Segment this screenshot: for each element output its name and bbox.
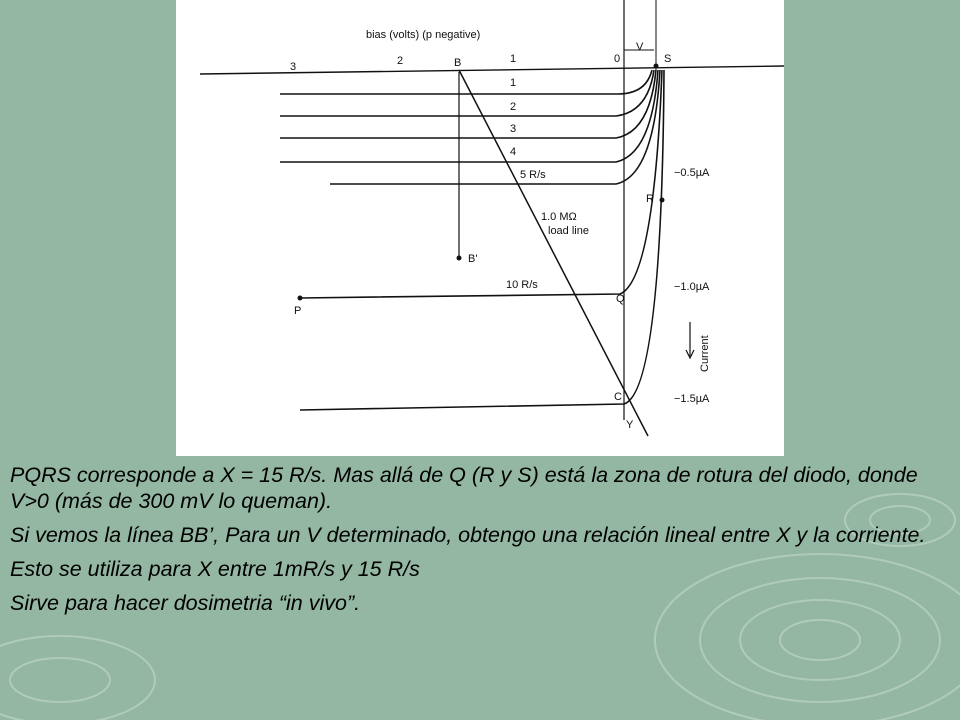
caption-paragraph-4: Sirve para hacer dosimetria “in vivo”. bbox=[10, 591, 361, 615]
curve-label-3: 3 bbox=[510, 123, 517, 135]
load-line bbox=[459, 70, 648, 436]
point-label-r: R bbox=[646, 193, 654, 205]
point-p bbox=[298, 296, 303, 301]
bias-axis bbox=[200, 66, 784, 74]
current-label-0-5: −0.5µA bbox=[674, 167, 710, 179]
current-axis-label: Current bbox=[699, 335, 711, 372]
load-line-label-text: load line bbox=[548, 225, 589, 237]
caption-paragraph-2: Si vemos la línea BB’, Para un V determinado, obtengo una relación lineal entre X y la corriente. bbox=[10, 523, 926, 547]
current-label-1-5: −1.5µA bbox=[674, 393, 710, 405]
caption-paragraph-1: PQRS corresponde a X = 15 R/s. Mas allá de Q (R y S) está la zona de rotura del diodo, donde V>0 (más de 300 mV lo queman). bbox=[10, 463, 918, 513]
curve-label-2: 2 bbox=[510, 101, 517, 113]
bias-tick-3: 3 bbox=[290, 61, 297, 73]
current-label-1-0: −1.0µA bbox=[674, 281, 710, 293]
point-label-q: Q bbox=[616, 293, 625, 305]
curve-15rs bbox=[300, 70, 664, 410]
curve-label-4: 4 bbox=[510, 146, 517, 158]
point-b-prime bbox=[457, 256, 462, 261]
curve-3 bbox=[280, 70, 656, 138]
diode-characteristic-diagram bbox=[176, 0, 784, 456]
point-label-p: P bbox=[294, 305, 302, 317]
caption-paragraph-3: Esto se utiliza para X entre 1mR/s y 15 R/s bbox=[10, 557, 420, 581]
bias-tick-1: 1 bbox=[510, 53, 517, 65]
point-label-c: C bbox=[614, 391, 622, 403]
point-label-y: Y bbox=[626, 419, 634, 431]
curve-2 bbox=[280, 70, 654, 116]
point-label-b: B bbox=[454, 57, 462, 69]
bias-tick-2: 2 bbox=[397, 55, 404, 67]
caption-text bbox=[10, 462, 950, 624]
point-s bbox=[654, 64, 659, 69]
point-label-b-prime: B' bbox=[468, 253, 478, 265]
curve-label-10rs: 10 R/s bbox=[506, 279, 538, 291]
load-line-label-resistance: 1.0 MΩ bbox=[541, 211, 577, 223]
point-label-s: S bbox=[664, 53, 672, 65]
diode-characteristic-figure bbox=[176, 0, 784, 456]
curve-label-1: 1 bbox=[510, 77, 517, 89]
point-r bbox=[660, 198, 665, 203]
curve-5rs bbox=[330, 70, 660, 184]
v-label: V bbox=[636, 41, 644, 53]
curve-label-5rs: 5 R/s bbox=[520, 169, 546, 181]
bias-axis-label: bias (volts) (p negative) bbox=[366, 29, 481, 41]
origin-label: 0 bbox=[614, 53, 621, 65]
